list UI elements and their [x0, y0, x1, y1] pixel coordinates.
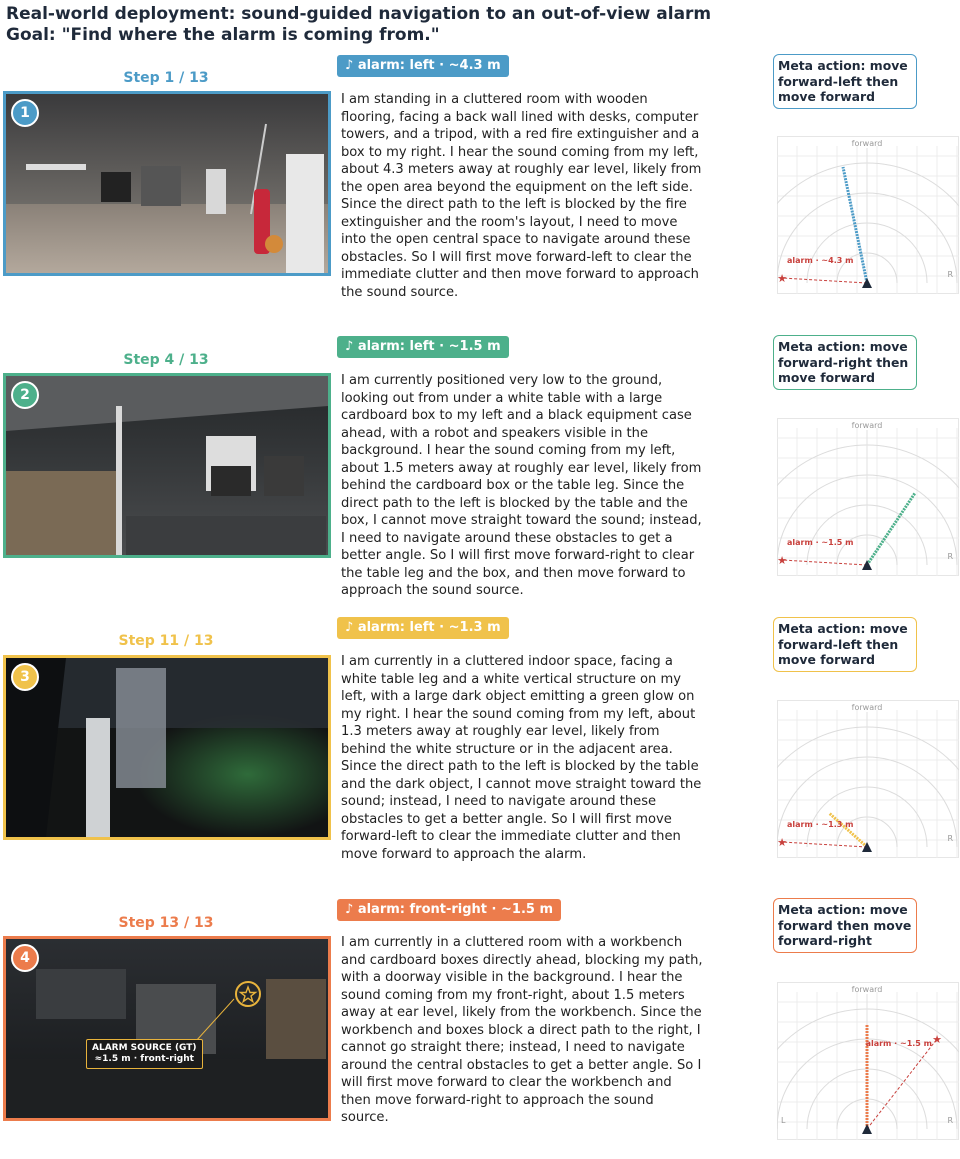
scene-image	[6, 376, 328, 555]
gt-leader-line	[6, 939, 328, 1118]
meta-action-box: Meta action: move forward-left then move forward	[773, 617, 917, 672]
scene-image	[6, 658, 328, 837]
alarm-star-icon: ★	[932, 1033, 942, 1046]
camera-frame	[3, 373, 331, 558]
forward-label: forward	[851, 703, 883, 712]
camera-frame	[3, 91, 331, 276]
forward-label: forward	[851, 139, 883, 148]
forward-label: forward	[851, 985, 883, 994]
alarm-star-icon: ★	[777, 554, 787, 567]
meta-action-box: Meta action: move forward-right then move forward	[773, 335, 917, 390]
gt-label-title: ALARM SOURCE (GT)	[92, 1043, 197, 1053]
right-label: R	[947, 1116, 953, 1125]
figure-title: Real-world deployment: sound-guided navigation to an out-of-view alarm	[6, 4, 712, 24]
camera-frame	[3, 936, 331, 1121]
alarm-star-icon: ★	[777, 272, 787, 285]
gt-label-detail: ≈1.5 m · front-right	[94, 1054, 194, 1064]
meta-action-box: Meta action: move forward-left then move forward	[773, 54, 917, 109]
reasoning-text: I am standing in a cluttered room with wooden flooring, facing a back wall lined with desks, computer towers, and a tripod, with a red fire extinguisher and a box to my right. I hear the sound coming from my left, about 4.3 meters away at roughly ear level, likely from the open area beyond the equipment on the left side. Since the direct path to the left is blocked by the fire extinguisher and the room's layout, I need to move into the open central space to navigate around these obstacles. So I will first move forward-left to clear the immediate clutter and then move forward to approach the sound source.	[341, 92, 702, 300]
meta-action-box: Meta action: move forward then move forward-right	[773, 898, 917, 953]
ground-truth-label	[86, 1039, 203, 1069]
reasoning-text: I am currently in a cluttered room with a workbench and cardboard boxes directly ahead, blocking my path, with a doorway visible in the background. I hear the sound coming from my front-right, about 1.5 meters away at ear level, likely from the workbench. Since the workbench and boxes block a direct path to the right, I cannot go straight there; instead, I need to navigate around the central obstacles to get a better angle. So I will first move forward to clear the workbench and then move forward-right to approach the sound source.	[341, 935, 703, 1125]
audio-cue-tag: ♪ alarm: front-right · ~1.5 m	[337, 899, 561, 921]
alarm-label: alarm · ~1.5 m	[865, 1039, 932, 1048]
camera-frame	[3, 655, 331, 840]
right-label: R	[947, 552, 953, 561]
step-label: Step 4 / 13	[123, 352, 209, 368]
step-label: Step 11 / 13	[118, 633, 214, 649]
right-label: R	[947, 834, 953, 843]
step-number-badge: 4	[11, 944, 39, 972]
goal-title: Goal: "Find where the alarm is coming from."	[6, 25, 440, 45]
forward-label: forward	[851, 421, 883, 430]
polar-plot	[777, 982, 959, 1140]
audio-cue-tag: ♪ alarm: left · ~1.3 m	[337, 617, 509, 639]
step-label: Step 13 / 13	[118, 915, 214, 931]
plot-frame	[778, 137, 959, 294]
alarm-star-icon: ★	[777, 836, 787, 849]
reasoning-text: I am currently positioned very low to the ground, looking out from under a white table with a large cardboard box to my left and a black equipment case ahead, with a robot and speakers visible in the background. I hear the sound coming from my left, about 1.5 meters away at roughly ear level, likely from behind the cardboard box or the table leg. Since the direct path to the left is blocked by the table and the box, I cannot move straight toward the sound; instead, I need to navigate around these obstacles to get a better angle. So I will first move forward-right to clear the table leg and the box, and then move forward to approach the sound source.	[341, 373, 702, 598]
polar-plot	[777, 136, 959, 294]
right-label: R	[947, 270, 953, 279]
audio-cue-tag: ♪ alarm: left · ~4.3 m	[337, 55, 509, 77]
alarm-label: alarm · ~4.3 m	[787, 256, 854, 265]
polar-plot	[777, 418, 959, 576]
step-number-badge: 3	[11, 663, 39, 691]
scene-image	[6, 94, 328, 273]
plot-frame	[778, 419, 959, 576]
step-number-badge: 2	[11, 381, 39, 409]
plot-frame	[778, 701, 959, 858]
left-label: L	[781, 1116, 786, 1125]
reasoning-text: I am currently in a cluttered indoor space, facing a white table leg and a white vertical structure on my left, with a large dark object emitting a green glow on my right. I hear the sound coming from my left, about 1.3 meters away at roughly ear level, likely from behind the white structure or in the adjacent area. Since the direct path to the left is blocked by the table and the dark object, I cannot move straight toward the sound; instead, I need to navigate around these obstacles to get a better angle. So I will first move forward-left to clear the immediate clutter and then move forward to approach the alarm.	[341, 654, 702, 862]
alarm-label: alarm · ~1.3 m	[787, 820, 854, 829]
audio-cue-tag: ♪ alarm: left · ~1.5 m	[337, 336, 509, 358]
step-number-badge: 1	[11, 99, 39, 127]
polar-plot	[777, 700, 959, 858]
alarm-label: alarm · ~1.5 m	[787, 538, 854, 547]
step-label: Step 1 / 13	[123, 70, 209, 86]
